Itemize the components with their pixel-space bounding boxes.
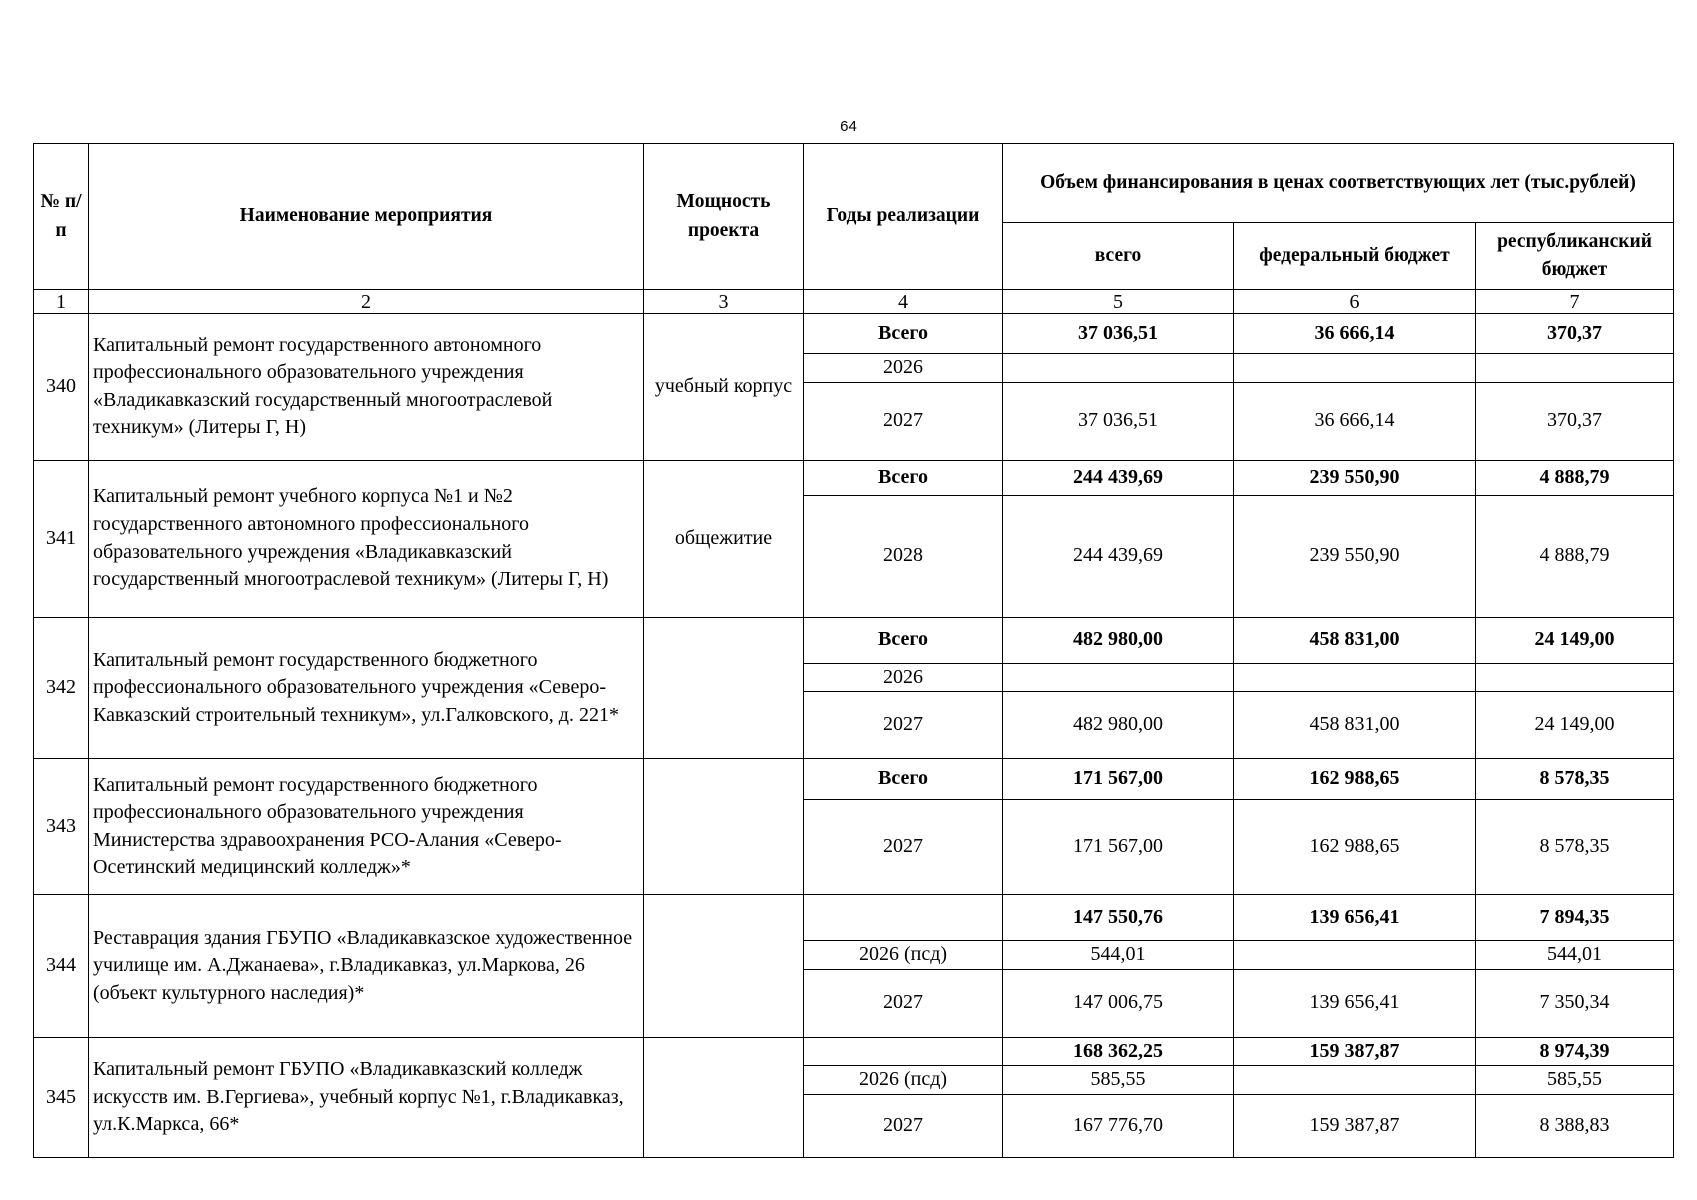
row-number: 344 xyxy=(34,895,89,1038)
total-cell: 171 567,00 xyxy=(1003,800,1234,895)
row-power xyxy=(644,1037,804,1157)
federal-cell xyxy=(1234,663,1476,692)
year-cell: 2027 xyxy=(804,692,1003,759)
total-cell: 244 439,69 xyxy=(1003,495,1234,617)
header-total: всего xyxy=(1003,223,1234,290)
republic-cell xyxy=(1476,663,1674,692)
row-number: 342 xyxy=(34,617,89,759)
column-number-row xyxy=(34,290,1674,314)
year-cell: 2026 xyxy=(804,354,1003,383)
republic-cell: 24 149,00 xyxy=(1476,692,1674,759)
republic-cell: 370,37 xyxy=(1476,314,1674,354)
table-row xyxy=(34,617,1674,663)
year-cell: 2026 xyxy=(804,663,1003,692)
federal-cell: 162 988,65 xyxy=(1234,759,1476,800)
page-number: 64 xyxy=(840,118,857,135)
row-name: Реставрация здания ГБУПО «Владикавказское художественное училище им. А.Джанаева», г.Владикавказ, ул.Маркова, 26 (объект культурного наследия)* xyxy=(89,895,644,1038)
republic-cell: 8 578,35 xyxy=(1476,759,1674,800)
column-number: 2 xyxy=(89,290,644,314)
year-cell xyxy=(804,895,1003,941)
year-cell: 2027 xyxy=(804,969,1003,1037)
row-power xyxy=(644,759,804,895)
federal-cell: 239 550,90 xyxy=(1234,495,1476,617)
header-name: Наименование мероприятия xyxy=(89,144,644,290)
federal-cell: 36 666,14 xyxy=(1234,382,1476,460)
year-cell: 2026 (псд) xyxy=(804,941,1003,970)
total-cell: 168 362,25 xyxy=(1003,1037,1234,1066)
total-cell: 544,01 xyxy=(1003,941,1234,970)
row-power xyxy=(644,617,804,759)
row-power: учебный корпус xyxy=(644,314,804,461)
federal-cell xyxy=(1234,354,1476,383)
total-cell: 147 006,75 xyxy=(1003,969,1234,1037)
row-power xyxy=(644,895,804,1038)
year-cell: 2028 xyxy=(804,495,1003,617)
row-number: 345 xyxy=(34,1037,89,1157)
total-cell: 37 036,51 xyxy=(1003,382,1234,460)
table-row xyxy=(34,895,1674,941)
row-name: Капитальный ремонт государственного автономного профессионального образовательного учреждения «Владикавказский государственный многоотраслевой техникум» (Литеры Г, Н) xyxy=(89,314,644,461)
federal-cell: 139 656,41 xyxy=(1234,969,1476,1037)
table-row xyxy=(34,1037,1674,1066)
total-cell: 171 567,00 xyxy=(1003,759,1234,800)
table-row xyxy=(34,314,1674,354)
row-number: 343 xyxy=(34,759,89,895)
column-number: 4 xyxy=(804,290,1003,314)
year-cell: Всего xyxy=(804,617,1003,663)
table-row xyxy=(34,759,1674,800)
republic-cell xyxy=(1476,354,1674,383)
year-cell: Всего xyxy=(804,759,1003,800)
column-number: 6 xyxy=(1234,290,1476,314)
financing-table xyxy=(33,143,1674,1158)
republic-cell: 4 888,79 xyxy=(1476,460,1674,495)
federal-cell: 162 988,65 xyxy=(1234,800,1476,895)
total-cell: 244 439,69 xyxy=(1003,460,1234,495)
year-cell xyxy=(804,1037,1003,1066)
federal-cell: 159 387,87 xyxy=(1234,1094,1476,1157)
federal-cell xyxy=(1234,941,1476,970)
federal-cell xyxy=(1234,1066,1476,1095)
total-cell: 167 776,70 xyxy=(1003,1094,1234,1157)
total-cell: 482 980,00 xyxy=(1003,617,1234,663)
year-cell: 2027 xyxy=(804,800,1003,895)
total-cell xyxy=(1003,354,1234,383)
row-power: общежитие xyxy=(644,460,804,617)
header-federal: федеральный бюджет xyxy=(1234,223,1476,290)
republic-cell: 4 888,79 xyxy=(1476,495,1674,617)
federal-cell: 239 550,90 xyxy=(1234,460,1476,495)
row-number: 340 xyxy=(34,314,89,461)
republic-cell: 370,37 xyxy=(1476,382,1674,460)
header-num: № п/п xyxy=(34,144,89,290)
federal-cell: 458 831,00 xyxy=(1234,692,1476,759)
total-cell: 585,55 xyxy=(1003,1066,1234,1095)
total-cell: 37 036,51 xyxy=(1003,314,1234,354)
republic-cell: 24 149,00 xyxy=(1476,617,1674,663)
republic-cell: 8 388,83 xyxy=(1476,1094,1674,1157)
year-cell: Всего xyxy=(804,460,1003,495)
republic-cell: 8 974,39 xyxy=(1476,1037,1674,1066)
total-cell: 147 550,76 xyxy=(1003,895,1234,941)
column-number: 7 xyxy=(1476,290,1674,314)
republic-cell: 7 894,35 xyxy=(1476,895,1674,941)
column-number: 5 xyxy=(1003,290,1234,314)
total-cell xyxy=(1003,663,1234,692)
federal-cell: 159 387,87 xyxy=(1234,1037,1476,1066)
federal-cell: 36 666,14 xyxy=(1234,314,1476,354)
republic-cell: 8 578,35 xyxy=(1476,800,1674,895)
year-cell: 2027 xyxy=(804,382,1003,460)
year-cell: 2026 (псд) xyxy=(804,1066,1003,1095)
row-name: Капитальный ремонт ГБУПО «Владикавказский колледж искусств им. В.Гергиева», учебный корпус №1, г.Владикавказ, ул.К.Маркса, 66* xyxy=(89,1037,644,1157)
column-number: 1 xyxy=(34,290,89,314)
republic-cell: 585,55 xyxy=(1476,1066,1674,1095)
row-name: Капитальный ремонт учебного корпуса №1 и №2 государственного автономного профессионального образовательного учреждения «Владикавказский государственный многоотраслевой техникум» (Литеры Г, Н) xyxy=(89,460,644,617)
header-republic: республиканский бюджет xyxy=(1476,223,1674,290)
row-name: Капитальный ремонт государственного бюджетного профессионального образовательного учреждения «Северо-Кавказский строительный техникум», ул.Галковского, д. 221* xyxy=(89,617,644,759)
federal-cell: 458 831,00 xyxy=(1234,617,1476,663)
federal-cell: 139 656,41 xyxy=(1234,895,1476,941)
table-row xyxy=(34,460,1674,495)
total-cell: 482 980,00 xyxy=(1003,692,1234,759)
row-number: 341 xyxy=(34,460,89,617)
header-years: Годы реализации xyxy=(804,144,1003,290)
header-funding: Объем финансирования в ценах соответствующих лет (тыс.рублей) xyxy=(1003,144,1674,223)
republic-cell: 7 350,34 xyxy=(1476,969,1674,1037)
header-power: Мощность проекта xyxy=(644,144,804,290)
column-number: 3 xyxy=(644,290,804,314)
year-cell: 2027 xyxy=(804,1094,1003,1157)
year-cell: Всего xyxy=(804,314,1003,354)
row-name: Капитальный ремонт государственного бюджетного профессионального образовательного учреждения Министерства здравоохранения РСО-Алания «Северо-Осетинский медицинский колледж»* xyxy=(89,759,644,895)
republic-cell: 544,01 xyxy=(1476,941,1674,970)
